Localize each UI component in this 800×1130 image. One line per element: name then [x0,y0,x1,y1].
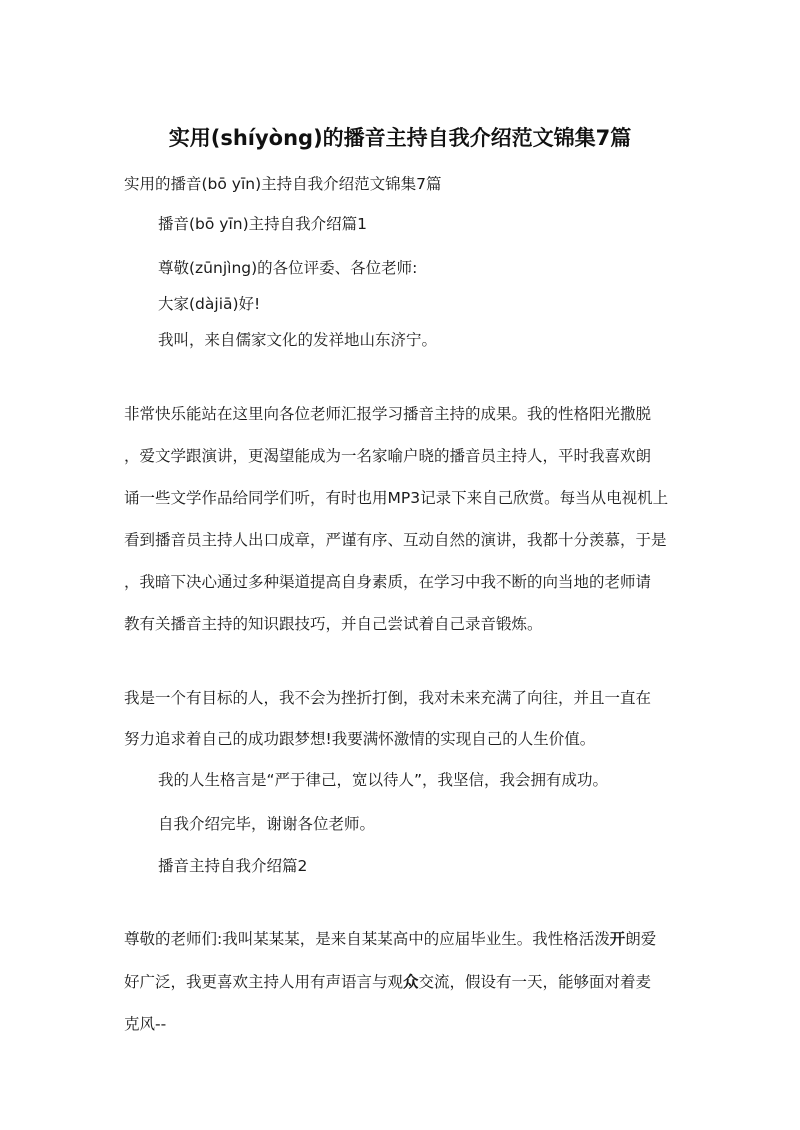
section-heading-1: 播音(bō yīn)主持自我介绍篇1 [158,215,368,233]
greeting-line: 尊敬(zūnjìng)的各位评委、各位老师: [158,259,418,277]
closing-line: 自我介绍完毕，谢谢各位老师。 [158,815,376,833]
paragraph-1-line: 教有关播音主持的知识跟技巧，并自己尝试着自己录音锻炼。 [124,615,543,633]
motto-line: 我的人生格言是“严于律己，宽以待人”，我坚信，我会拥有成功。 [158,771,609,789]
paragraph-1-line: ，我暗下决心通过多种渠道提高自身素质，在学习中我不断的向当地的老师请 [124,573,652,591]
paragraph-3-line [124,970,651,992]
paragraph-1-line: 诵一些文学作品给同学们听，有时也用MP3记录下来自己欣赏。每当从电视机上 [124,489,669,507]
text-run: 尊敬的老师们:我叫某某某，是来自某某高中的应届毕业生。我性格活泼 [124,930,610,948]
section-heading-2: 播音主持自我介绍篇2 [158,857,308,875]
intro-line: 我叫，来自儒家文化的发祥地山东济宁。 [158,331,438,349]
bold-char: 开 [609,930,626,948]
paragraph-3-line: 克风-- [124,1015,167,1033]
text-run: 交流，假设有一天，能够面对着麦 [418,973,652,991]
paragraph-1-line: ，爱文学跟演讲，更渴望能成为一名家喻户晓的播音员主持人，平时我喜欢朗 [124,447,652,465]
hello-line: 大家(dàjiā)好! [158,295,261,313]
paragraph-3-line [124,927,656,949]
paragraph-2-line: 努力追求着自己的成功跟梦想!我要满怀激情的实现自己的人生价值。 [124,730,596,748]
text-run: 朗爱 [625,930,657,948]
paragraph-2-line: 我是一个有目标的人，我不会为挫折打倒，我对未来充满了向往，并且一直在 [124,689,652,707]
paragraph-1-line: 看到播音员主持人出口成章，严谨有序、互动自然的演讲，我都十分羡慕，于是 [124,531,667,549]
document-title: 实用(shíyòng)的播音主持自我介绍范文锦集7篇 [168,126,632,150]
document-subtitle: 实用的播音(bō yīn)主持自我介绍范文锦集7篇 [124,175,442,193]
paragraph-1-line: 非常快乐能站在这里向各位老师汇报学习播音主持的成果。我的性格阳光撒脱 [124,405,652,423]
text-run: 好广泛，我更喜欢主持人用有声语言与观 [124,973,404,991]
bold-char: 众 [403,973,419,991]
